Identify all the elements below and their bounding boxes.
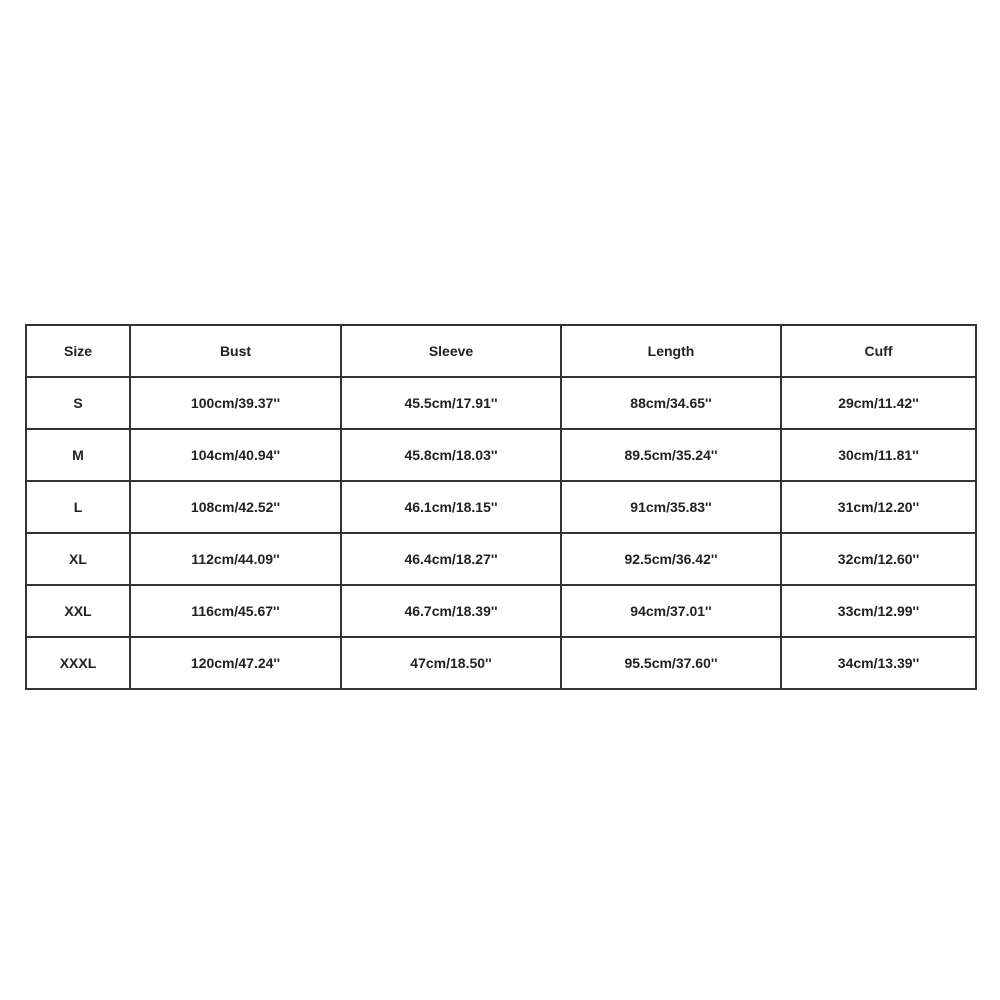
header-size: Size <box>26 325 130 377</box>
table-row <box>26 429 976 481</box>
sleeve-cell: 46.4cm/18.27'' <box>341 533 561 585</box>
bust-cell: 104cm/40.94'' <box>130 429 341 481</box>
size-cell: L <box>26 481 130 533</box>
bust-cell: 112cm/44.09'' <box>130 533 341 585</box>
size-cell: XXL <box>26 585 130 637</box>
table-row <box>26 585 976 637</box>
cuff-cell: 29cm/11.42'' <box>781 377 976 429</box>
table-row <box>26 533 976 585</box>
size-chart-table <box>25 324 977 690</box>
cuff-cell: 31cm/12.20'' <box>781 481 976 533</box>
size-cell: XL <box>26 533 130 585</box>
header-cuff: Cuff <box>781 325 976 377</box>
sleeve-cell: 45.8cm/18.03'' <box>341 429 561 481</box>
size-cell: XXXL <box>26 637 130 689</box>
sleeve-cell: 47cm/18.50'' <box>341 637 561 689</box>
length-cell: 91cm/35.83'' <box>561 481 781 533</box>
bust-cell: 120cm/47.24'' <box>130 637 341 689</box>
header-sleeve: Sleeve <box>341 325 561 377</box>
length-cell: 92.5cm/36.42'' <box>561 533 781 585</box>
bust-cell: 116cm/45.67'' <box>130 585 341 637</box>
cuff-cell: 32cm/12.60'' <box>781 533 976 585</box>
size-cell: M <box>26 429 130 481</box>
sleeve-cell: 46.7cm/18.39'' <box>341 585 561 637</box>
sleeve-cell: 45.5cm/17.91'' <box>341 377 561 429</box>
length-cell: 88cm/34.65'' <box>561 377 781 429</box>
cuff-cell: 34cm/13.39'' <box>781 637 976 689</box>
length-cell: 94cm/37.01'' <box>561 585 781 637</box>
header-bust: Bust <box>130 325 341 377</box>
length-cell: 95.5cm/37.60'' <box>561 637 781 689</box>
size-cell: S <box>26 377 130 429</box>
bust-cell: 108cm/42.52'' <box>130 481 341 533</box>
table-row <box>26 481 976 533</box>
cuff-cell: 33cm/12.99'' <box>781 585 976 637</box>
sleeve-cell: 46.1cm/18.15'' <box>341 481 561 533</box>
table-header-row <box>26 325 976 377</box>
length-cell: 89.5cm/35.24'' <box>561 429 781 481</box>
table-row <box>26 377 976 429</box>
header-length: Length <box>561 325 781 377</box>
bust-cell: 100cm/39.37'' <box>130 377 341 429</box>
cuff-cell: 30cm/11.81'' <box>781 429 976 481</box>
table-row <box>26 637 976 689</box>
